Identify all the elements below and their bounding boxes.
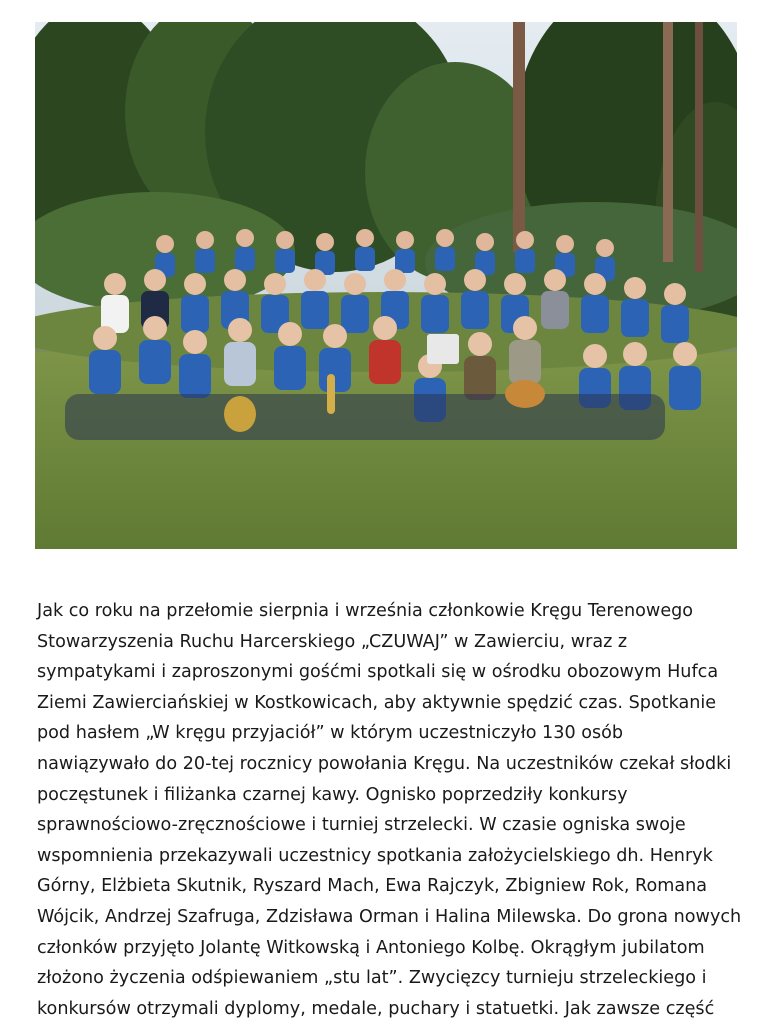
article-line: członków przyjęto Jolantę Witkowską i Antoniego Kolbę. Okrągłym jubilatom xyxy=(37,937,705,958)
article-line: złożono życzenia odśpiewaniem „stu lat”. Zwycięzcy turnieju strzeleckiego i xyxy=(37,968,707,989)
article-line: wspomnienia przekazywali uczestnicy spotkania założycielskiego dh. Henryk xyxy=(37,845,713,866)
article-line: Górny, Elżbieta Skutnik, Ryszard Mach, Ewa Rajczyk, Zbigniew Rok, Romana xyxy=(37,876,708,897)
article-line: sympatykami i zaproszonymi gośćmi spotkali się w ośrodku obozowym Hufca xyxy=(37,662,719,683)
article-line: Ziemi Zawierciańskiej w Kostkowicach, aby aktywnie spędzić czas. Spotkanie xyxy=(37,692,717,713)
article-line: Stowarzyszenia Ruchu Harcerskiego „CZUWAJ” w Zawierciu, wraz z xyxy=(37,631,628,652)
article-text xyxy=(37,596,743,1024)
article-line: Jak co roku na przełomie sierpnia i września członkowie Kręgu Terenowego xyxy=(37,601,694,621)
article-line: nawiązywało do 20-tej rocznicy powołania Kręgu. Na uczestników czekał słodki xyxy=(37,753,732,774)
article-line: poczęstunek i filiżanka czarnej kawy. Ognisko poprzedziły konkursy xyxy=(37,784,628,805)
saxophone xyxy=(327,374,335,414)
guitar xyxy=(505,380,545,408)
accordion xyxy=(427,334,459,364)
legs xyxy=(65,394,665,440)
article-line: pod hasłem „W kręgu przyjaciół” w którym uczestniczyło 130 osób xyxy=(37,723,624,744)
group-photo xyxy=(35,22,737,549)
article-line: konkursów otrzymali dyplomy, medale, puchary i statuetki. Jak zawsze część xyxy=(37,998,715,1019)
tuba xyxy=(224,396,256,432)
article-line: sprawnościowo-zręcznościowe i turniej strzelecki. W czasie ogniska swoje xyxy=(37,815,686,836)
article-line: Wójcik, Andrzej Szafruga, Zdzisława Orman i Halina Milewska. Do grona nowych xyxy=(37,906,742,927)
group-photo-illustration xyxy=(35,22,737,549)
